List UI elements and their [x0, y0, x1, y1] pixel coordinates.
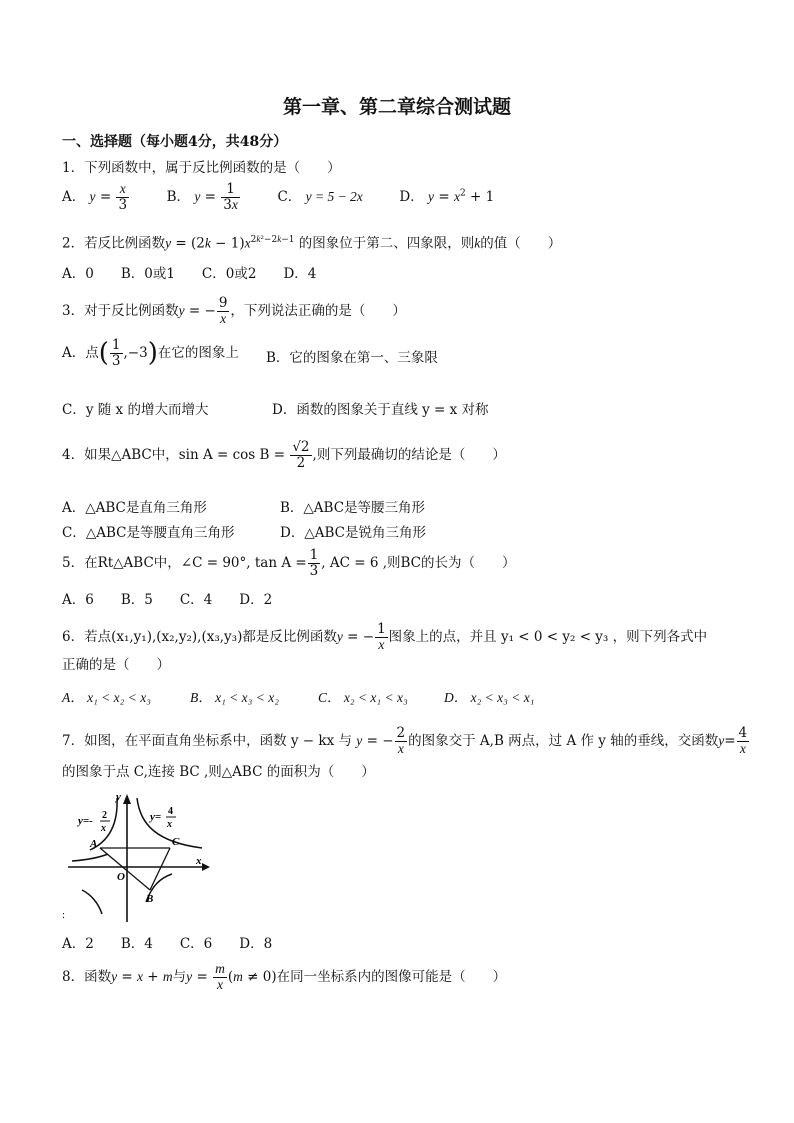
fig-point-c: C — [172, 836, 180, 848]
question-6-option-c: C． x₂ < x₁ < x₃ — [318, 690, 408, 705]
question-3-option-d: D．函数的图象关于直线 y = x 对称 — [272, 402, 489, 418]
question-7-stem: 7．如图，在平面直角坐标系中，函数 y − kx 与 y = − $\frac{2}{x}$ 的图象交于 A,B 两点，过 A 作 y 轴的垂线，交函数y= $\frac{4}{x}$ — [62, 725, 748, 756]
question-1-options — [62, 182, 494, 213]
question-6-option-a: A． x₁ < x₂ < x₃ — [62, 690, 151, 705]
question-4-option-d: D．△ABC是锐角三角形 — [280, 525, 426, 541]
question-3-option-c: C．y 随 x 的增大而增大 — [62, 402, 209, 418]
question-7-figure — [60, 790, 220, 930]
fig-label-right: y= — [150, 811, 162, 823]
q1-option-c: C． y = 5 − 2x — [277, 188, 363, 205]
section-heading: 一、选择题（每小题4分，共48分） — [62, 134, 288, 150]
question-4-option-b: B．△ABC是等腰三角形 — [280, 500, 426, 516]
question-6-option-b: B． x₁ < x₃ < x₂ — [190, 690, 279, 705]
question-6-stem: 6．若点(x₁,y₁),(x₂,y₂),(x₃,y₃)都是反比例函数y = − $\frac{1}{x}$ 图象上的点，并且 y₁ < 0 < y₂ < y₃ ，则下列各式中 — [62, 621, 708, 652]
curve-4-over-x-q3 — [82, 890, 102, 914]
question-2-options: A．0 B．0或1 C．0或2 D．4 — [62, 266, 317, 282]
segment-ab — [100, 848, 150, 890]
q1-option-b: B． y = $\frac{1}{3x}$ — [166, 181, 238, 213]
q1-option-d: D． $y = x^2 + 1$ — [399, 188, 495, 205]
fig-label-left: y=- — [78, 815, 93, 827]
fig-axis-y-label: y — [116, 791, 121, 803]
fig-point-o: O — [117, 871, 125, 883]
question-3-stem: 3．对于反比例函数y = − $\frac{9}{x}$ ，下列说法正确的是（ ） — [62, 295, 406, 326]
fig-point-b: B — [146, 893, 154, 905]
question-7-options: A．2 B．4 C．6 D．8 — [62, 936, 273, 952]
fig-label-right-den: x — [167, 819, 172, 830]
question-1-stem: 1．下列函数中，属于反比例函数的是（ ） — [62, 160, 341, 176]
question-6-option-d: D． x₂ < x₃ < x₁ — [444, 690, 535, 705]
question-3-option-a: A．点( $\frac{1}{3}$ ,−3)在它的图象上 — [62, 337, 239, 370]
question-8-stem: 8．函数y = x + m与y = $\frac{m}{x}$ (m ≠ 0)在同一坐标系内的图像可能是（ ） — [62, 961, 507, 992]
y-axis-arrow — [123, 794, 131, 804]
segment-bc — [150, 848, 170, 890]
fig-axis-x-label: x — [196, 855, 202, 867]
question-5-options: A．6 B．5 C．4 D．2 — [62, 592, 273, 608]
x-axis-arrow — [202, 863, 210, 871]
question-7-line2: 的图象于点 C,连接 BC ,则△ABC 的面积为（ ） — [62, 764, 375, 780]
fig-label-left-den: x — [101, 823, 106, 834]
question-5-stem: 5．在Rt△ABC中，∠C = 90°, tan A = $\frac{1}{3}$ , AC = 6 ,则BC的长为（ ） — [62, 547, 516, 579]
question-2-stem: 2．若反比例函数$y = (2k - 1)x^{2k^2-2k-1}$ 的图象位于第二、四象限，则k的值（ ） — [62, 234, 562, 252]
question-4-option-a: A．△ABC是直角三角形 — [62, 500, 207, 516]
question-4-stem: 4．如果△ABC中，sin A = cos B = $\frac{√2}{2}$ ,则下列最确切的结论是（ ） — [62, 439, 506, 471]
page-title: 第一章、第二章综合测试题 — [282, 96, 511, 118]
fig-label-right-num: 4 — [168, 806, 173, 817]
fig-point-a: A — [90, 838, 98, 850]
question-6-line2: 正确的是（ ） — [62, 657, 170, 673]
fig-colon: : — [62, 909, 66, 921]
q1-option-a: A． y = $\frac{x}{3}$ — [62, 181, 128, 213]
curve-neg-2-over-x-q2-tail — [72, 854, 108, 861]
fig-label-left-num: 2 — [102, 810, 107, 821]
question-4-option-c: C．△ABC是等腰直角三角形 — [62, 525, 235, 541]
question-3-option-b: B．它的图象在第一、三象限 — [266, 350, 438, 366]
